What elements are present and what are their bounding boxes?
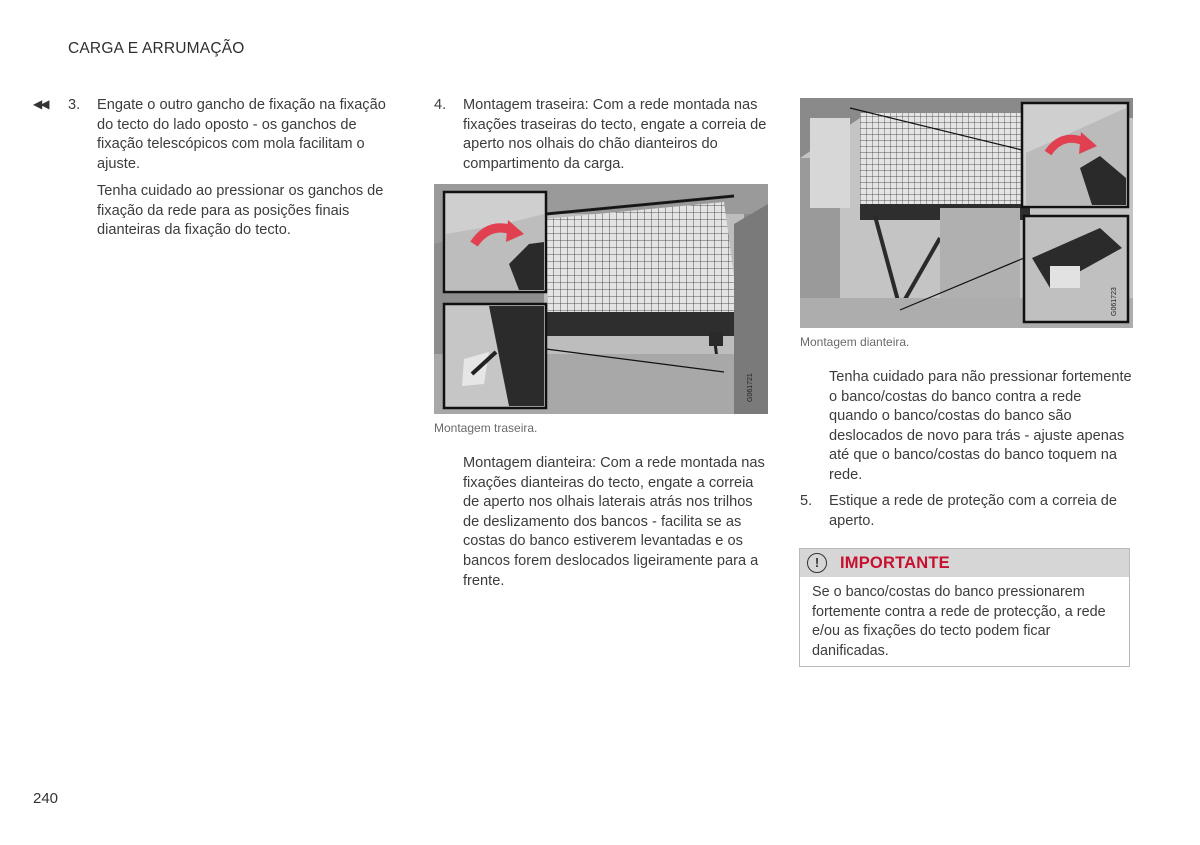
important-header <box>800 549 1129 577</box>
step-5-number: 5. <box>800 493 813 509</box>
step-3-text: Engate o outro gancho de fixação na fixação do tecto do lado oposto - os ganchos de fixação telescópicos com mola facilitam o ajuste. <box>97 97 386 172</box>
page-number: 240 <box>33 790 59 807</box>
step-3-number: 3. <box>68 97 81 113</box>
rear-mount-figure <box>434 184 768 414</box>
step-5-text: Estique a rede de proteção com a correia de aperto. <box>829 493 1117 529</box>
important-notice <box>799 548 1130 667</box>
section-title: CARGA E ARRUMAÇÃO <box>68 40 245 57</box>
important-title: IMPORTANTE <box>840 554 950 572</box>
caution-text: Tenha cuidado para não pressionar fortemente o banco/costas do banco contra a rede quando o banco/costas do banco são deslocados de novo para trás - ajuste apenas até que o banco/costas do banco toquem na rede. <box>829 369 1132 483</box>
figure-code-label: G061721 <box>747 373 754 402</box>
back-chevrons-icon[interactable]: ◀◀ <box>33 97 48 111</box>
step-3-note: Tenha cuidado ao pressionar os ganchos de fixação da rede para as posições finais dianteiras da fixação do tecto. <box>97 183 384 239</box>
rear-mount-caption: Montagem traseira. <box>434 421 538 435</box>
front-mount-figure <box>800 98 1133 328</box>
step-4-number: 4. <box>434 97 447 113</box>
important-text: Se o banco/costas do banco pressionarem fortemente contra a rede de protecção, a rede e/ou as fixações do tecto podem ficar danificadas. <box>812 584 1106 659</box>
exclamation-circle-icon: ! <box>807 553 827 573</box>
front-mount-caption: Montagem dianteira. <box>800 335 910 349</box>
front-mount-illustration <box>800 98 1133 328</box>
front-mount-text: Montagem dianteira: Com a rede montada nas fixações dianteiras do tecto, engate a correia de aperto nos olhais laterais atrás nos trilhos de deslizamento dos bancos - facilita se as costas do banco estiverem levantadas e os bancos forem deslocados ligeiramente para a frente. <box>463 455 765 589</box>
rear-mount-illustration <box>434 184 768 414</box>
figure-code-label: G061723 <box>1111 287 1118 316</box>
step-4-text: Montagem traseira: Com a rede montada nas fixações traseiras do tecto, engate a correia de aperto nos olhais do chão dianteiros do compartimento da carga. <box>463 97 767 172</box>
